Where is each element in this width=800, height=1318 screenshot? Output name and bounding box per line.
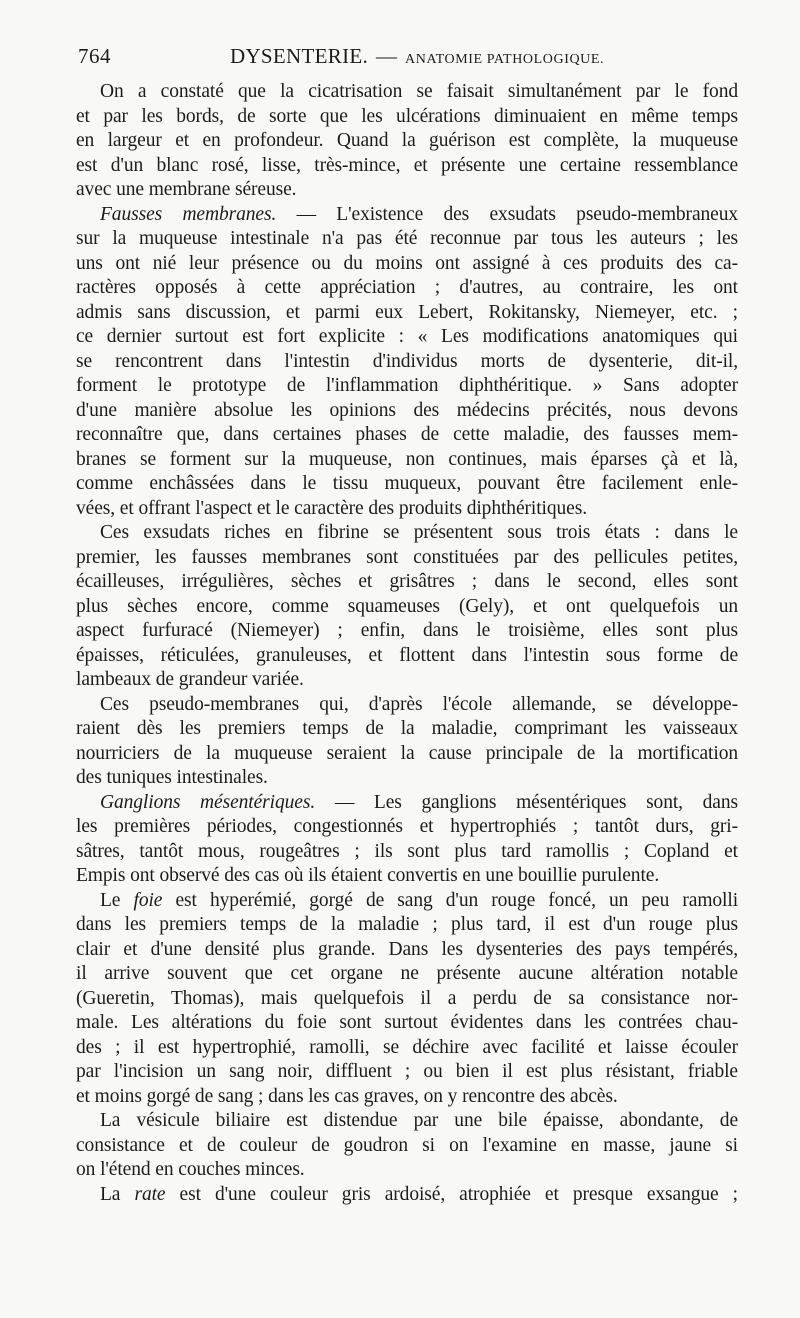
text-line: d'une manière absolue les opinions des médecins précités, nous devons — [76, 399, 738, 421]
text-line: raient dès les premiers temps de la maladie, comprimant les vaisseaux — [76, 718, 738, 739]
text-line: se rencontrent dans l'intestin d'individus morts de dysenterie, dit-il, — [76, 350, 738, 372]
text-line: des tuniques intestinales. — [76, 767, 268, 788]
text-line: male. Les altérations du foie sont surtout évidentes dans les contrées chau- — [76, 1012, 738, 1033]
text-fragment: est d'une couleur gris ardoisé, atrophiée et presque exsangue ; — [179, 1183, 738, 1205]
text-line — [76, 889, 738, 914]
text-line: comme enchâssées dans le tissu muqueux, pouvant être facilement enle- — [76, 473, 738, 494]
page-number: 764 — [78, 44, 111, 68]
text-line: sâtres, tantôt mous, rougeâtres ; ils sont plus tard ramollis ; Copland et — [76, 840, 738, 862]
text-line: aspect furfuracé (Niemeyer) ; enfin, dans le troisième, elles sont plus — [76, 620, 738, 641]
text-line: sur la muqueuse intestinale n'a pas été reconnue par tous les auteurs ; les — [76, 228, 738, 249]
text-line: en largeur et en profondeur. Quand la guérison est complète, la muqueuse — [76, 130, 738, 151]
section-heading-rate: rate — [134, 1183, 166, 1205]
text-line: consistance et de couleur de goudron si on l'examine en masse, jaune si — [76, 1134, 738, 1156]
text-line: Ces pseudo-membranes qui, d'après l'école allemande, se développe- — [100, 693, 738, 715]
text-line: premier, les fausses membranes sont constituées par des pellicules petites, — [76, 546, 738, 568]
running-header — [78, 44, 738, 74]
text-line: ractères opposés à cette appréciation ; d'autres, au contraire, les ont — [76, 277, 738, 298]
text-line: forment le prototype de l'inflammation diphthéritique. » Sans adopter — [76, 375, 738, 396]
title-separator: — — [376, 44, 398, 68]
text-line: avec une membrane séreuse. — [76, 179, 297, 200]
text-line: il arrive souvent que cet organe ne présente aucune altération notable — [76, 963, 738, 984]
text-fragment: — Les ganglions mésentériques sont, dans — [334, 791, 738, 813]
section-heading-foie: foie — [133, 889, 163, 911]
text-line: par l'incision un sang noir, diffluent ; ou bien il est plus résistant, friable — [76, 1061, 738, 1082]
section-subtitle: ANATOMIE PATHOLOGIQUE. — [405, 52, 605, 67]
text-line: uns ont nié leur présence ou du moins ont assigné à ces produits des ca- — [76, 252, 738, 274]
section-heading-fausses-membranes: Fausses membranes. — [100, 203, 277, 225]
text-line: est d'un blanc rosé, lisse, très-mince, et présente une certaine ressemblance — [76, 154, 738, 176]
text-line — [76, 791, 738, 816]
text-line: nourriciers de la muqueuse seraient la cause principale de la mortification — [76, 742, 738, 764]
text-fragment: — L'existence des exsudats pseudo-membraneux — [296, 203, 738, 225]
text-line: clair et d'une densité plus grande. Dans les dysenteries des pays tempérés, — [76, 938, 738, 960]
text-fragment: Le — [100, 889, 121, 911]
text-line: lambeaux de grandeur variée. — [76, 669, 304, 690]
text-line: admis sans discussion, et parmi eux Lebert, Rokitansky, Niemeyer, etc. ; — [76, 301, 738, 323]
chapter-title: DYSENTERIE. — [230, 44, 369, 68]
page-body-text — [76, 80, 738, 1207]
text-fragment: La — [100, 1183, 121, 1205]
text-line: branes se forment sur la muqueuse, non continues, mais éparses çà et là, — [76, 448, 738, 470]
section-heading-ganglions: Ganglions mésentériques. — [100, 791, 316, 813]
running-title — [230, 44, 604, 69]
text-line: épaisses, réticulées, granuleuses, et flottent dans l'intestin sous forme de — [76, 644, 738, 666]
text-line: et moins gorgé de sang ; dans les cas graves, on y rencontre des abcès. — [76, 1085, 618, 1107]
text-line: (Gueretin, Thomas), mais quelquefois il a perdu de sa consistance nor- — [76, 987, 738, 1009]
text-line: plus sèches encore, comme squameuses (Gely), et ont quelquefois un — [76, 595, 738, 617]
text-line: dans les premiers temps de la maladie ; plus tard, il est d'un rouge plus — [76, 914, 738, 935]
text-line: Ces exsudats riches en fibrine se présentent sous trois états : dans le — [100, 522, 738, 543]
text-line: des ; il est hypertrophié, ramolli, se déchire avec facilité et laisse écouler — [76, 1036, 738, 1058]
text-line: On a constaté que la cicatrisation se faisait simultanément par le fond — [100, 81, 738, 102]
text-line: vées, et offrant l'aspect et le caractère des produits diphthéritiques. — [76, 497, 587, 519]
text-line: ce dernier surtout est fort explicite : « Les modifications anatomiques qui — [76, 326, 738, 347]
text-line — [76, 203, 738, 228]
text-line: La vésicule biliaire est distendue par une bile épaisse, abondante, de — [100, 1110, 738, 1131]
text-line — [76, 1183, 738, 1208]
text-line: on l'étend en couches minces. — [76, 1159, 305, 1180]
text-line: les premières périodes, congestionnés et hypertrophiés ; tantôt durs, gri- — [76, 816, 738, 837]
text-line: écailleuses, irrégulières, sèches et grisâtres ; dans le second, elles sont — [76, 571, 738, 592]
text-fragment: est hyperémié, gorgé de sang d'un rouge foncé, un peu ramolli — [175, 889, 739, 911]
text-line: et par les bords, de sorte que les ulcérations diminuaient en même temps — [76, 105, 738, 127]
text-line: reconnaître que, dans certaines phases de cette maladie, des fausses mem- — [76, 424, 738, 445]
text-line: Empis ont observé des cas où ils étaient convertis en une bouillie purulente. — [76, 865, 660, 886]
